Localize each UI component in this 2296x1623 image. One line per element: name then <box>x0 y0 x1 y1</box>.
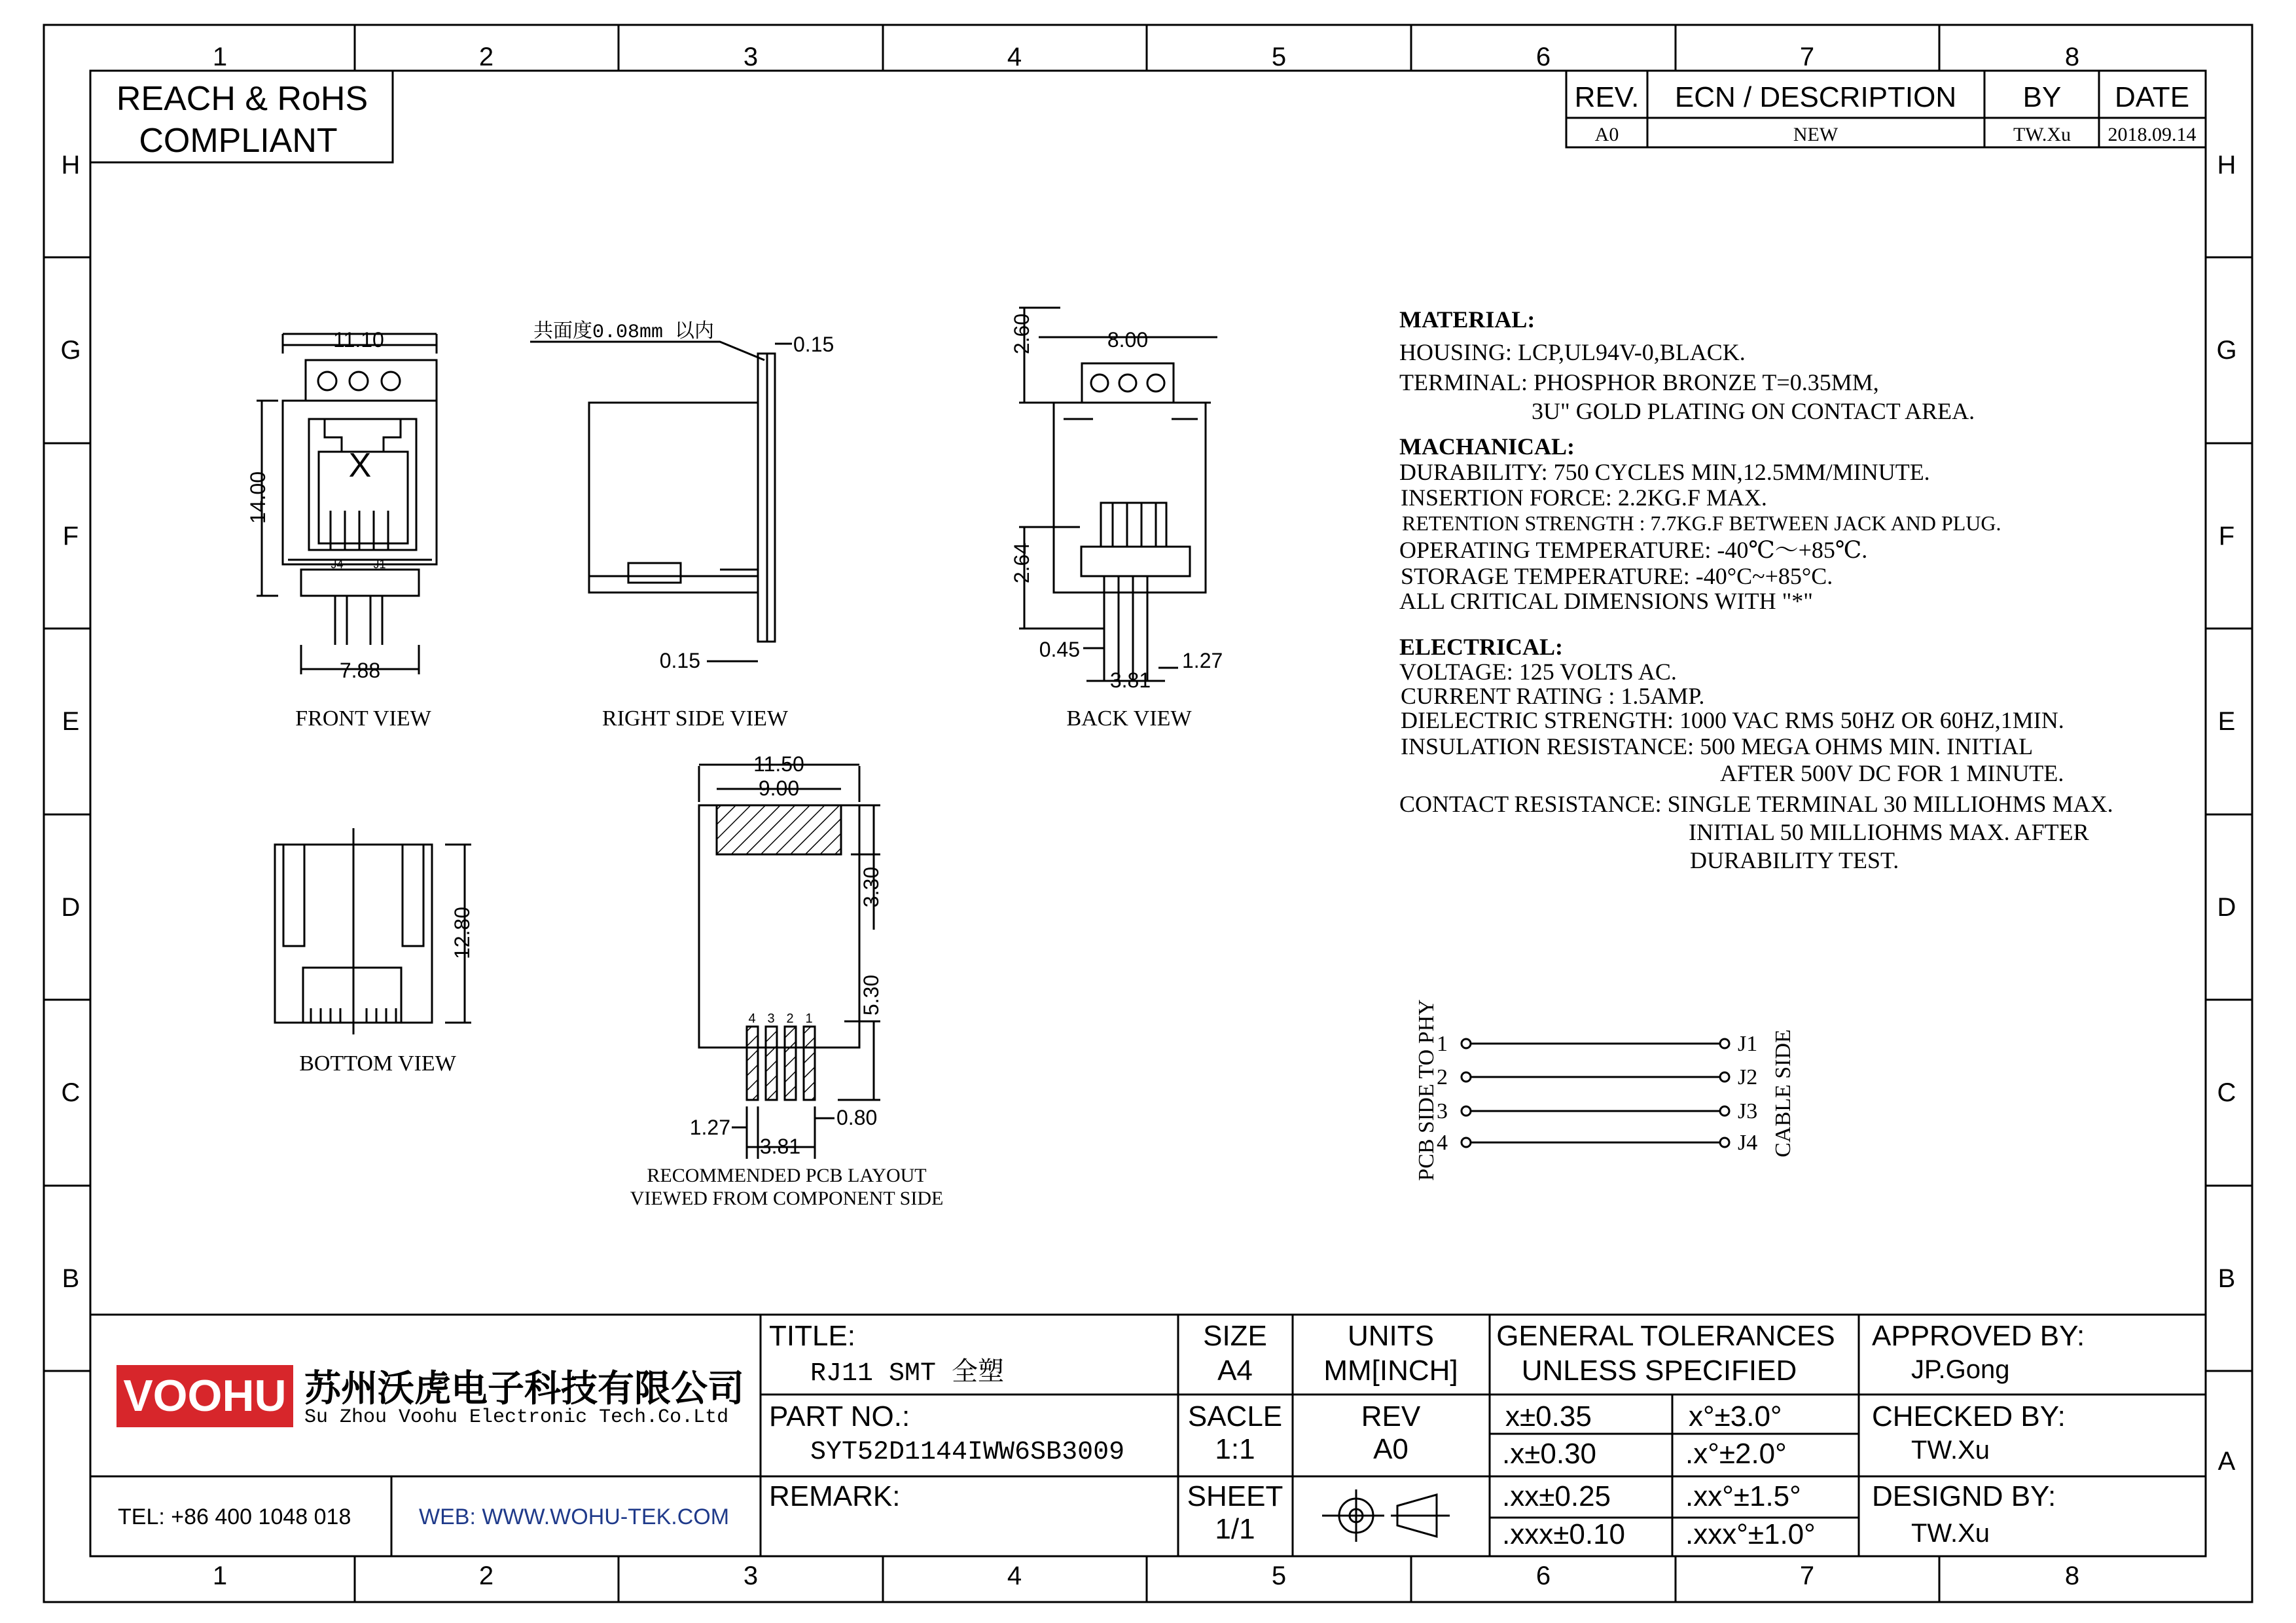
pcb-caption-line1: RECOMMENDED PCB LAYOUT <box>647 1165 927 1186</box>
bottom-view-labels <box>299 907 474 1076</box>
tol-linear-2: .x±0.30 <box>1502 1438 1597 1470</box>
spec-elec-2: CURRENT RATING : 1.5AMP. <box>1401 683 1705 709</box>
front-view-caption: FRONT VIEW <box>295 706 431 731</box>
spec-mech-title: MACHANICAL: <box>1399 433 1575 460</box>
pad-num-4: 4 <box>748 1012 756 1026</box>
units-label: UNITS <box>1348 1320 1434 1352</box>
spec-mech-1: DURABILITY: 750 CYCLES MIN,12.5MM/MINUTE. <box>1399 459 1930 485</box>
dim-back-width: 8.00 <box>1107 328 1149 352</box>
tol-angle-2: .x°±2.0° <box>1685 1438 1787 1470</box>
right-side-view <box>530 342 792 661</box>
dim-front-width: 11.10 <box>333 328 384 352</box>
dim-back-top: 2.60 <box>1010 313 1033 355</box>
specifications <box>1399 306 2113 873</box>
bottom-view-caption: BOTTOM VIEW <box>299 1051 456 1076</box>
grid-row-d-right: D <box>2217 893 2236 922</box>
pad-num-1: 1 <box>805 1012 813 1026</box>
dim-pcb-span: 3.81 <box>759 1135 801 1158</box>
rev-row-desc: NEW <box>1793 124 1839 145</box>
compliance-box <box>90 71 393 162</box>
dim-bottom-height: 12.80 <box>450 906 474 960</box>
spec-mech-4: OPERATING TEMPERATURE: -40℃～+85℃. <box>1399 537 1868 563</box>
grid-row-g-right: G <box>2216 336 2237 365</box>
grid-col-3-bottom: 3 <box>743 1561 759 1590</box>
rev-row-date: 2018.09.14 <box>2108 124 2197 145</box>
dim-back-span: 3.81 <box>1109 668 1151 692</box>
dim-back-pin-width: 0.45 <box>1039 638 1080 661</box>
compliance-line1: REACH & RoHS <box>116 80 368 118</box>
revision-table <box>1566 71 2206 147</box>
sch-left-label: PCB SIDE TO PHY <box>1414 999 1439 1181</box>
dim-pcb-h1: 3.30 <box>859 866 883 908</box>
tolerance-title-1: GENERAL TOLERANCES <box>1496 1320 1835 1352</box>
approved-value: JP.Gong <box>1911 1355 2010 1384</box>
size-label: SIZE <box>1203 1320 1267 1352</box>
grid-row-c-right: C <box>2217 1078 2236 1107</box>
company-tel: TEL: +86 400 1048 018 <box>118 1504 351 1529</box>
company-logo <box>117 1365 744 1429</box>
front-j4-label: J4 <box>331 558 344 571</box>
dim-pcb-inner: 9.00 <box>758 776 800 800</box>
tol-angle-1: x°±3.0° <box>1689 1400 1782 1432</box>
spec-material-1: HOUSING: LCP,UL94V-0,BLACK. <box>1399 339 1746 365</box>
grid-col-8: 8 <box>2064 43 2080 71</box>
front-x-mark: X <box>348 447 372 484</box>
grid-col-1: 1 <box>212 43 228 71</box>
grid-col-6-bottom: 6 <box>1535 1561 1551 1590</box>
spec-elec-5: AFTER 500V DC FOR 1 MINUTE. <box>1720 760 2064 786</box>
grid-row-h-right: H <box>2217 151 2236 179</box>
projection-symbol-icon <box>1322 1489 1450 1542</box>
sheet-label: SHEET <box>1187 1480 1283 1512</box>
pin-schematic <box>1414 999 1795 1180</box>
dim-back-pitch: 1.27 <box>1182 649 1223 672</box>
spec-elec-1: VOLTAGE: 125 VOLTS AC. <box>1399 659 1677 685</box>
grid-row-e-right: E <box>2217 707 2236 736</box>
grid-col-3: 3 <box>743 43 759 71</box>
grid-row-a-right: A <box>2217 1447 2236 1476</box>
spec-material-title: MATERIAL: <box>1399 306 1535 333</box>
designed-value: TW.Xu <box>1911 1519 1990 1548</box>
spec-elec-6: CONTACT RESISTANCE: SINGLE TERMINAL 30 MILLIOHMS MAX. <box>1399 791 2113 817</box>
spec-mech-6: ALL CRITICAL DIMENSIONS WITH "*" <box>1399 588 1814 614</box>
grid-col-6: 6 <box>1535 43 1551 71</box>
sch-left-pin-4: 4 <box>1437 1131 1448 1155</box>
flatness-note: 共面度0.08mm 以内 <box>533 321 715 344</box>
tol-linear-1: x±0.35 <box>1505 1400 1592 1432</box>
grid-col-5-bottom: 5 <box>1271 1561 1287 1590</box>
grid-row-d: D <box>61 893 81 922</box>
rev-header-desc: ECN / DESCRIPTION <box>1674 81 1957 113</box>
tol-linear-4: .xxx±0.10 <box>1502 1518 1626 1550</box>
tolerance-title-2: UNLESS SPECIFIED <box>1521 1355 1797 1387</box>
spec-elec-title: ELECTRICAL: <box>1399 634 1564 660</box>
spec-material-2: TERMINAL: PHOSPHOR BRONZE T=0.35MM, <box>1399 369 1879 395</box>
rev-header-by: BY <box>2022 81 2062 113</box>
grid-row-f: F <box>62 522 79 551</box>
dim-pcb-pitch: 1.27 <box>689 1116 730 1139</box>
grid-col-4-bottom: 4 <box>1007 1561 1022 1590</box>
remark-label: REMARK: <box>769 1480 901 1512</box>
grid-col-5: 5 <box>1271 43 1287 71</box>
sch-right-pin-j1: J1 <box>1738 1032 1758 1056</box>
rev-row-by: TW.Xu <box>2013 124 2072 145</box>
spec-elec-7: INITIAL 50 MILLIOHMS MAX. AFTER <box>1689 819 2089 845</box>
pcb-caption-line2: VIEWED FROM COMPONENT SIDE <box>630 1188 944 1209</box>
dim-pcb-h2: 5.30 <box>859 974 883 1016</box>
title-value: RJ11 SMT 全塑 <box>810 1359 1005 1389</box>
grid-row-b-right: B <box>2217 1264 2236 1293</box>
tol-angle-3: .xx°±1.5° <box>1685 1480 1801 1512</box>
dim-pcb-pad: 0.80 <box>836 1106 878 1129</box>
company-name-en: Su Zhou Voohu Electronic Tech.Co.Ltd <box>304 1406 729 1429</box>
spec-elec-3: DIELECTRIC STRENGTH: 1000 VAC RMS 50HZ OR 60HZ,1MIN. <box>1401 707 2064 733</box>
front-view-labels <box>246 328 432 731</box>
dim-side-top: 0.15 <box>793 333 834 356</box>
rev-row-rev: A0 <box>1594 124 1619 145</box>
part-value: SYT52D1144IWW6SB3009 <box>810 1438 1125 1467</box>
sch-left-pin-1: 1 <box>1437 1032 1448 1056</box>
spec-mech-2: INSERTION FORCE: 2.2KG.F MAX. <box>1401 484 1767 511</box>
spec-mech-3: RETENTION STRENGTH : 7.7KG.F BETWEEN JACK AND PLUG. <box>1402 511 2001 535</box>
front-j1-label: J1 <box>373 558 386 571</box>
size-value: A4 <box>1217 1355 1253 1387</box>
spec-material-3: 3U" GOLD PLATING ON CONTACT AREA. <box>1532 398 1975 424</box>
grid-row-c: C <box>61 1078 81 1107</box>
sch-right-label: CABLE SIDE <box>1771 1029 1795 1158</box>
dim-pcb-outer: 11.50 <box>753 752 804 776</box>
pad-num-2: 2 <box>786 1012 794 1026</box>
approved-label: APPROVED BY: <box>1872 1320 2085 1352</box>
grid-col-4: 4 <box>1007 43 1022 71</box>
checked-label: CHECKED BY: <box>1872 1400 2066 1432</box>
designed-label: DESIGND BY: <box>1872 1480 2056 1512</box>
dim-front-pins: 7.88 <box>339 659 381 682</box>
grid-row-f-right: F <box>2218 522 2235 551</box>
right-view-caption: RIGHT SIDE VIEW <box>602 706 788 731</box>
checked-value: TW.Xu <box>1911 1436 1990 1465</box>
back-view-caption: BACK VIEW <box>1066 706 1192 731</box>
rev-header-rev: REV. <box>1574 81 1640 113</box>
tol-angle-4: .xxx°±1.0° <box>1685 1518 1816 1550</box>
pad-num-3: 3 <box>767 1012 775 1026</box>
dim-side-bottom: 0.15 <box>659 649 700 672</box>
grid-col-7: 7 <box>1799 43 1815 71</box>
company-web[interactable]: WEB: WWW.WOHU-TEK.COM <box>419 1504 730 1529</box>
grid-row-e: E <box>62 707 80 736</box>
bottom-view <box>275 828 471 1034</box>
grid-col-2: 2 <box>478 43 494 71</box>
title-label: TITLE: <box>769 1320 856 1352</box>
sch-right-pin-j4: J4 <box>1738 1131 1758 1155</box>
grid-col-1-bottom: 1 <box>212 1561 228 1590</box>
front-view <box>257 334 437 674</box>
back-view-labels <box>1010 314 1223 731</box>
scale-label: SACLE <box>1187 1400 1283 1432</box>
company-name-cn: 苏州沃虎电子科技有限公司 <box>304 1368 744 1409</box>
rev-label: REV <box>1361 1400 1421 1432</box>
rev-header-date: DATE <box>2114 81 2190 113</box>
spec-elec-4: INSULATION RESISTANCE: 500 MEGA OHMS MIN. INITIAL <box>1401 733 2034 759</box>
grid-row-b: B <box>62 1264 80 1293</box>
spec-elec-8: DURABILITY TEST. <box>1690 847 1899 873</box>
dim-front-height: 14.00 <box>246 471 270 524</box>
grid-col-7-bottom: 7 <box>1799 1561 1815 1590</box>
grid-row-h: H <box>61 151 81 179</box>
rev-value: A0 <box>1373 1433 1408 1465</box>
grid-row-g: G <box>60 336 81 365</box>
back-view <box>1019 308 1217 681</box>
logo-text: VOOHU <box>123 1371 287 1421</box>
sch-left-pin-2: 2 <box>1437 1065 1448 1089</box>
part-label: PART NO.: <box>769 1400 910 1432</box>
sch-right-pin-j3: J3 <box>1738 1099 1758 1123</box>
sch-left-pin-3: 3 <box>1437 1099 1448 1123</box>
units-value: MM[INCH] <box>1323 1355 1458 1387</box>
dim-back-pin-height: 2.64 <box>1010 542 1033 584</box>
sheet-value: 1/1 <box>1215 1513 1255 1545</box>
sch-right-pin-j2: J2 <box>1738 1065 1758 1089</box>
right-side-view-labels <box>533 320 834 731</box>
grid-col-2-bottom: 2 <box>478 1561 494 1590</box>
spec-mech-5: STORAGE TEMPERATURE: -40°C~+85°C. <box>1401 563 1833 589</box>
scale-value: 1:1 <box>1215 1433 1255 1465</box>
grid-col-8-bottom: 8 <box>2064 1561 2080 1590</box>
compliance-line2: COMPLIANT <box>139 122 338 160</box>
tol-linear-3: .xx±0.25 <box>1502 1480 1611 1512</box>
